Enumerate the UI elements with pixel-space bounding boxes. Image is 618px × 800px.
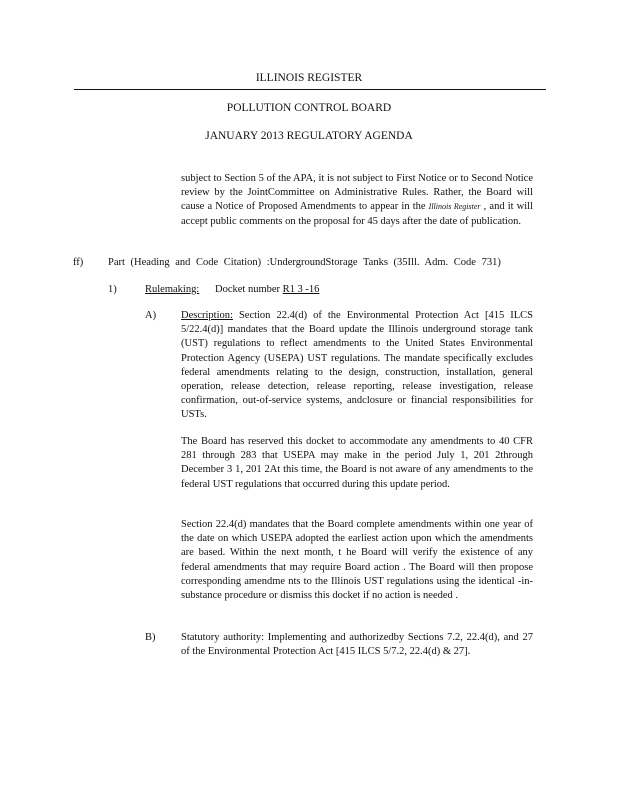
illinois-register-italic: Illinois Register: [428, 202, 481, 212]
intro-text-end: , and it will accept public comments on the proposal for 45 days after the date of publication.: [181, 201, 534, 227]
item-a-marker: A): [145, 310, 157, 321]
description-label: Description:: [181, 310, 233, 321]
rulemaking-line: [145, 283, 319, 297]
header-rule: [74, 89, 546, 90]
item-b-marker: B): [145, 632, 156, 643]
description-paragraph-3: Section 22.4(d) mandates that the Board complete amendments within one year of the date on which USEPA adopted the earliest action upon which the amendments are based. Within the next month, t he Board will verify the existence of any federal amendments that may require Board action . The Board will then propose corresponding amendme nts to the Illinois UST regulations using the identical -in-substance procedure or dismiss this docket if no action is needed .: [181, 519, 533, 602]
docket-number: R1 3 -16: [282, 284, 320, 295]
intro-paragraph: [181, 172, 533, 229]
agenda-title: JANUARY 2013 REGULATORY AGENDA: [205, 130, 413, 142]
agency-title: POLLUTION CONTROL BOARD: [226, 102, 392, 114]
register-title: ILLINOIS REGISTER: [255, 72, 363, 84]
item-ff-marker: ff): [73, 257, 84, 268]
item-1-marker: 1): [108, 284, 117, 295]
rulemaking-label: Rulemaking:: [145, 284, 200, 295]
intro-text-start: subject to Section 5 of the APA, it is not subject to First Notice or to Second Notice review by the JointCommittee on Administrative Rules. Rather, the Board will cause a Notice of Proposed Amendments to appear in the: [181, 173, 533, 213]
docket-prefix: Docket number: [215, 284, 281, 295]
description-paragraph-1: [181, 309, 533, 423]
description-text-1: Section 22.4(d) of the Environmental Protection Act [415 ILCS 5/22.4(d)] mandates that the Board update the Illinois underground storage tank (UST) regulations to reflect amendments to the United States Environmental Protection Agency (USEPA) UST regulations. The mandate specifically excludes federal amendments relating to the design, construction, installation, general operation, release detection, release reporting, release investigation, release confirmation, out-of-service systems, andclosure or financial responsibilities for USTs.: [181, 310, 534, 421]
statutory-authority-paragraph: Statutory authority: Implementing and authorizedby Sections 7.2, 22.4(d), and 27 of the Environmental Protection Act [415 ILCS 5/7.2, 22.4(d) & 27].: [181, 632, 533, 658]
description-paragraph-2: The Board has reserved this docket to accommodate any amendments to 40 CFR 281 through 283 that USEPA may make in the period July 1, 201 2through December 3 1, 201 2At this time, the Board is not aware of any amendments to the federal UST regulations that occurred during this update period.: [181, 436, 533, 490]
item-ff-heading: Part (Heading and Code Citation) :UndergroundStorage Tanks (35Ill. Adm. Code 731): [108, 257, 501, 268]
